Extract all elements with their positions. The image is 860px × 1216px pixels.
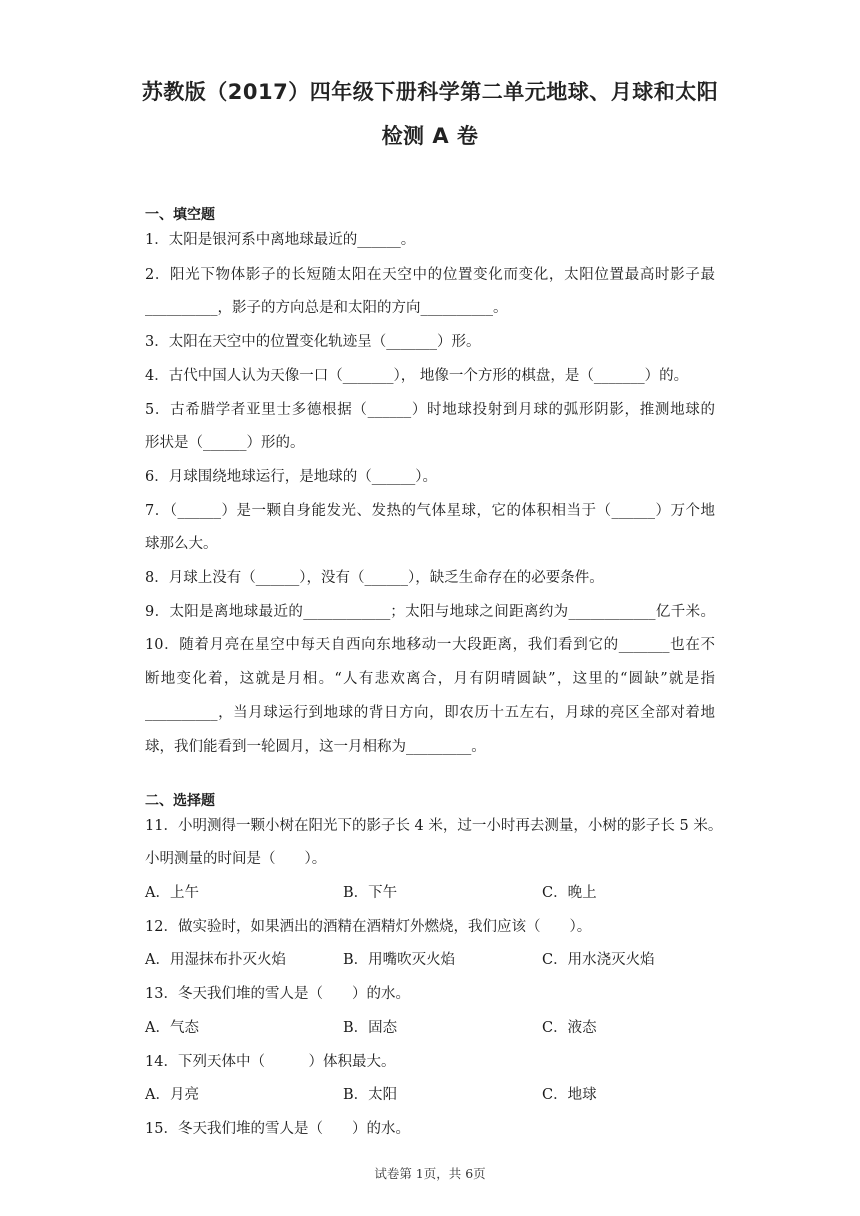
question-12-option-c: C．用水浇灭火焰 <box>542 952 655 968</box>
question-11-line1: 11．小明测得一颗小树在阳光下的影子长 4 米，过一小时再去测量，小树的影子长 5 米。 <box>145 818 723 834</box>
question-7-line2: 球那么大。 <box>145 536 218 552</box>
question-10-line1: 10．随着月亮在星空中每天自西向东地移动一大段距离，我们看到它的_______也在不 <box>145 637 715 653</box>
question-4: 4．古代中国人认为天像一口（_______）， 地像一个方形的棋盘，是（_______）的。 <box>145 368 689 384</box>
question-9: 9．太阳是离地球最近的____________；太阳与地球之间距离约为____________亿千米。 <box>145 604 715 620</box>
section-heading-multiple-choice: 二、选择题 <box>145 793 215 809</box>
question-11-option-a: A．上午 <box>145 885 199 901</box>
question-3: 3．太阳在天空中的位置变化轨迹呈（_______）形。 <box>145 334 481 350</box>
page-footer: 试卷第 1页，共 6页 <box>374 1166 486 1181</box>
question-8: 8．月球上没有（______），没有（______），缺乏生命存在的必要条件。 <box>145 570 604 586</box>
question-7-line1: 7．（______）是一颗自身能发光、发热的气体星球，它的体积相当于（______）万个地 <box>145 503 715 519</box>
question-10-line2: 断地变化着，这就是月相。“人有悲欢离合，月有阴晴圆缺”，这里的“圆缺”就是指 <box>145 671 715 687</box>
question-13-option-b: B．固态 <box>343 1020 398 1036</box>
question-5-line1: 5．古希腊学者亚里士多德根据（______）时地球投射到月球的弧形阴影，推测地球的 <box>145 402 715 418</box>
question-12: 12．做实验时，如果洒出的酒精在酒精灯外燃烧，我们应该（ ）。 <box>145 919 592 935</box>
question-13-option-a: A．气态 <box>145 1020 199 1036</box>
question-11-option-c: C．晚上 <box>542 885 597 901</box>
question-13: 13．冬天我们堆的雪人是（ ）的水。 <box>145 986 410 1002</box>
question-5-line2: 形状是（______）形的。 <box>145 435 305 451</box>
question-11-option-b: B．下午 <box>343 885 398 901</box>
question-12-option-a: A．用湿抹布扑灭火焰 <box>145 952 286 968</box>
question-11-line2: 小明测量的时间是（ ）。 <box>145 851 327 867</box>
question-14-option-c: C．地球 <box>542 1087 597 1103</box>
question-2-line2: __________，影子的方向总是和太阳的方向__________。 <box>145 300 508 316</box>
question-15: 15．冬天我们堆的雪人是（ ）的水。 <box>145 1121 410 1137</box>
question-10-line3: __________，当月球运行到地球的背日方向，即农历十五左右，月球的亮区全部对着地 <box>145 705 715 721</box>
question-12-option-b: B．用嘴吹灭火焰 <box>343 952 456 968</box>
document-title-line2: 检测 A 卷 <box>381 124 479 148</box>
question-10-line4: 球，我们能看到一轮圆月，这一月相称为_________。 <box>145 739 486 755</box>
question-14: 14．下列天体中（ ）体积最大。 <box>145 1054 396 1070</box>
question-6: 6．月球围绕地球运行，是地球的（______）。 <box>145 469 437 485</box>
question-13-option-c: C．液态 <box>542 1020 597 1036</box>
section-heading-fill-in: 一、填空题 <box>145 207 215 223</box>
question-14-option-b: B．太阳 <box>343 1087 398 1103</box>
document-title-line1: 苏教版（2017）四年级下册科学第二单元地球、月球和太阳 <box>141 80 719 104</box>
question-2-line1: 2．阳光下物体影子的长短随太阳在天空中的位置变化而变化，太阳位置最高时影子最 <box>145 267 715 283</box>
question-1: 1．太阳是银河系中离地球最近的______。 <box>145 232 416 248</box>
question-14-option-a: A．月亮 <box>145 1087 199 1103</box>
